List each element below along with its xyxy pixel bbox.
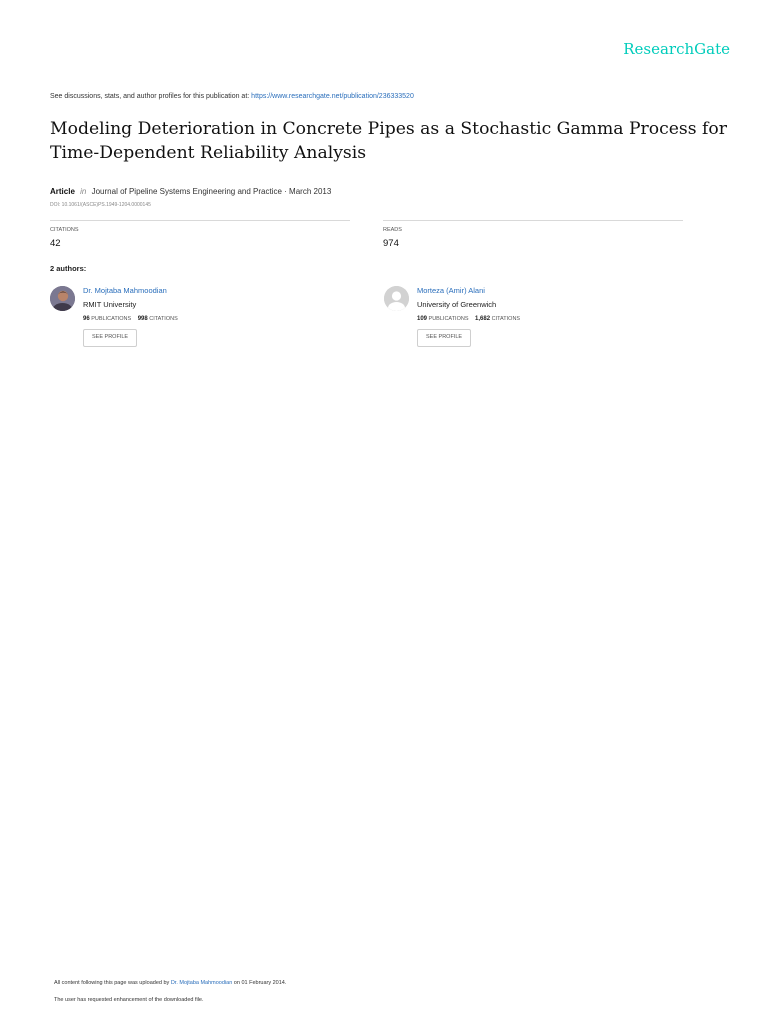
author-counts: [417, 316, 677, 322]
page-title: Modeling Deterioration in Concrete Pipes as a Stochastic Gamma Process for Time-Dependent Reliability Analysis: [50, 119, 727, 163]
uploaded-prefix: All content following this page was uploaded by: [54, 980, 171, 986]
citations-value: 42: [50, 238, 61, 249]
in-label: in: [80, 187, 87, 196]
reads-label: READS: [383, 227, 402, 233]
publications-count: 109: [417, 316, 428, 322]
author-counts: [83, 316, 343, 322]
doi-text: DOI: 10.1061/(ASCE)PS.1949-1204.0000145: [50, 202, 151, 208]
uploaded-suffix: on 01 February 2014.: [232, 980, 287, 986]
see-profile-button[interactable]: SEE PROFILE: [417, 329, 471, 347]
citations-count: 998: [137, 316, 148, 322]
publications-label: PUBLICATIONS: [428, 316, 469, 322]
publication-type: Article: [50, 187, 75, 196]
avatar-placeholder-icon[interactable]: [384, 286, 409, 311]
uploaded-note: [54, 980, 286, 986]
uploader-link[interactable]: Dr. Mojtaba Mahmoodian: [170, 980, 233, 986]
author-name[interactable]: Morteza (Amir) Alani: [417, 286, 485, 295]
requested-note: The user has requested enhancement of the downloaded file.: [54, 997, 204, 1003]
publication-meta: [50, 187, 331, 196]
publication-link[interactable]: https://www.researchgate.net/publication/236333520: [251, 93, 414, 100]
citations-label: CITATIONS: [50, 227, 79, 233]
reads-value: 974: [383, 238, 399, 249]
journal-venue: Journal of Pipeline Systems Engineering and Practice · March 2013: [91, 187, 332, 196]
authors-heading: 2 authors:: [50, 264, 87, 273]
author-institution: RMIT University: [83, 300, 137, 309]
see-profile-button[interactable]: SEE PROFILE: [83, 329, 137, 347]
avatar[interactable]: [50, 286, 75, 311]
citations-count-label: CITATIONS: [491, 316, 521, 322]
author-name[interactable]: Dr. Mojtaba Mahmoodian: [83, 286, 167, 295]
reads-stat: [383, 220, 683, 249]
publications-label: PUBLICATIONS: [91, 316, 132, 322]
discussion-line: [50, 93, 414, 100]
author-institution: University of Greenwich: [417, 300, 497, 309]
researchgate-logo[interactable]: ResearchGate: [623, 40, 730, 58]
citations-count: 1,682: [475, 316, 491, 322]
publications-count: 96: [83, 316, 90, 322]
citations-count-label: CITATIONS: [149, 316, 178, 322]
citations-stat: [50, 220, 350, 249]
discussion-text: See discussions, stats, and author profiles for this publication at:: [50, 93, 252, 100]
